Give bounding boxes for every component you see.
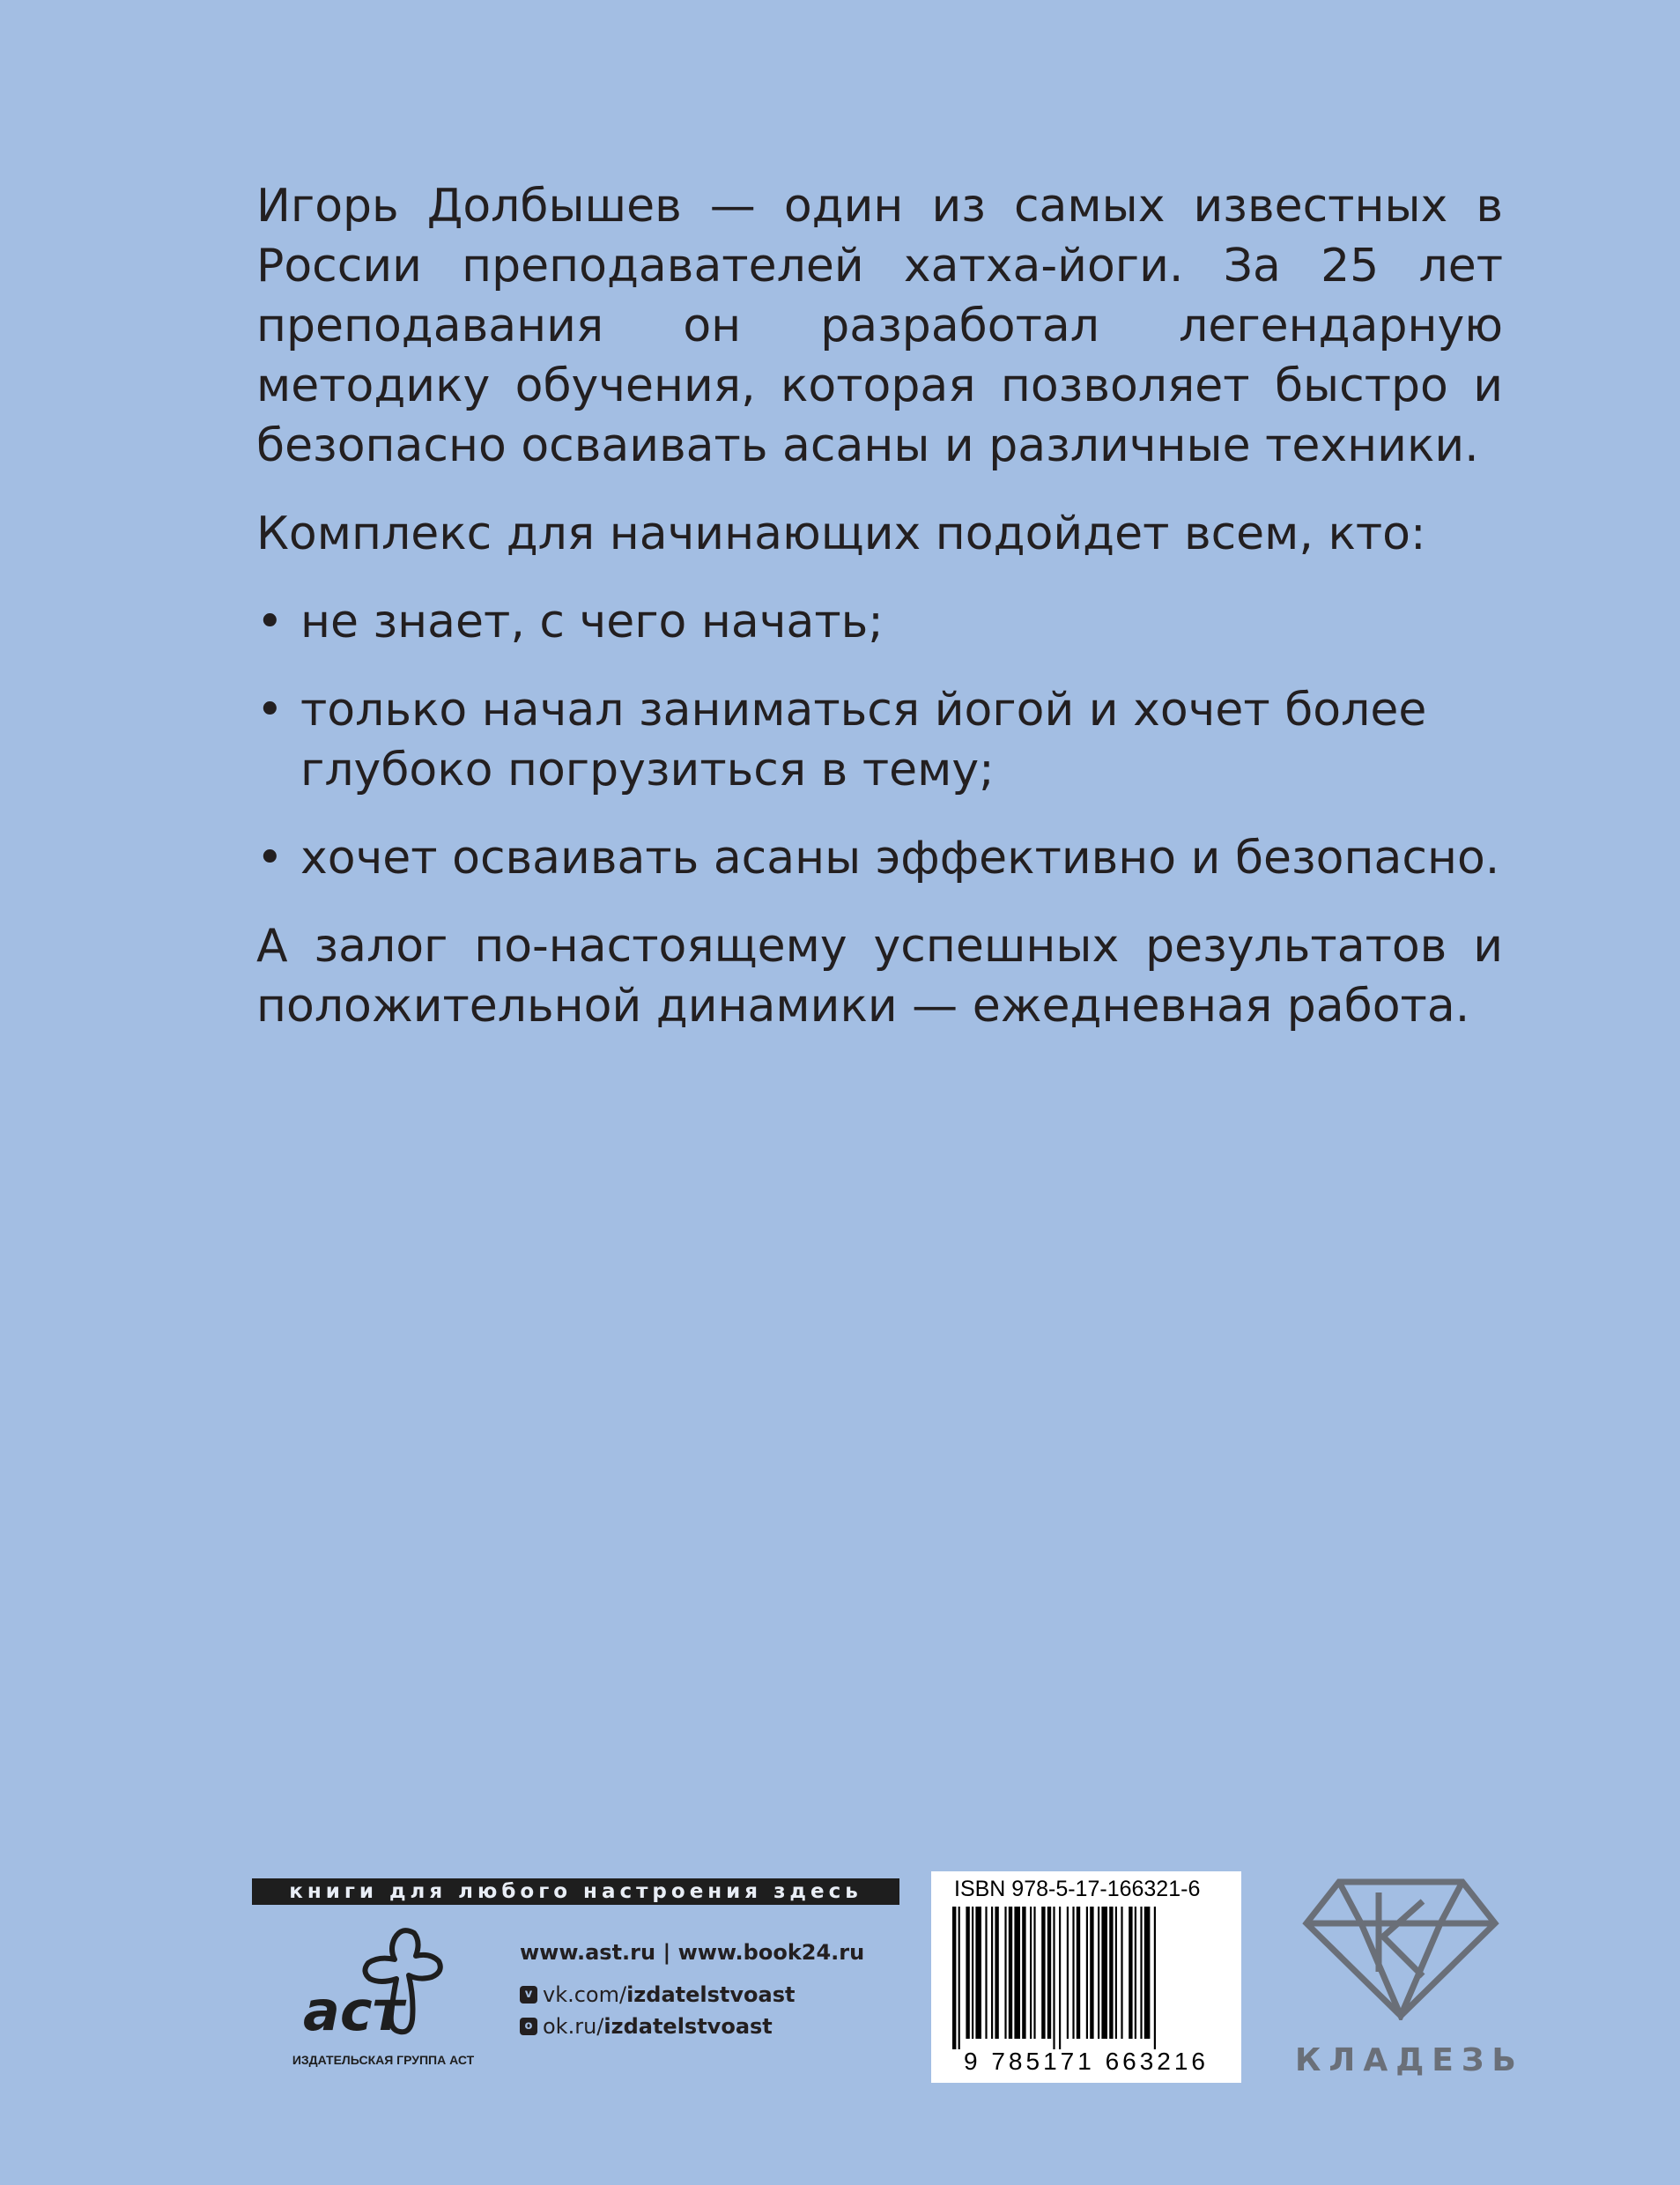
closing-paragraph: А залог по-настоящему успешных результатов и положительной динамики — ежедневная работа. bbox=[256, 920, 1503, 1033]
cover-text bbox=[256, 176, 1503, 1036]
ok-icon: o bbox=[520, 2018, 537, 2035]
ok-prefix: ok.ru/ bbox=[543, 2014, 604, 2039]
list-item-text: хочет осваивать асаны эффективно и безопасно. bbox=[300, 832, 1500, 885]
bullet-icon: • bbox=[256, 596, 284, 648]
barcode-icon bbox=[949, 1907, 1229, 2049]
ast-logo-text: аст bbox=[303, 1979, 404, 2043]
vk-link[interactable] bbox=[520, 1979, 864, 2011]
vk-icon: v bbox=[520, 1986, 537, 2004]
intro-paragraph: Игорь Долбышев — один из самых известных в России преподавателей хатха-йоги. За 25 лет преподавания он разработал легендарную методику обучения, которая позволяет быстро и безопасно осваивать асаны и различные техники. bbox=[256, 180, 1503, 472]
audience-lead: Комплекс для начинающих подойдет всем, кто: bbox=[256, 507, 1426, 560]
ast-caption: ИЗДАТЕЛЬСКАЯ ГРУППА АСТ bbox=[292, 2053, 475, 2067]
ok-link[interactable] bbox=[520, 2011, 864, 2042]
publisher-links bbox=[520, 1937, 864, 2042]
isbn-number: ISBN 978-5-17-166321-6 bbox=[954, 1877, 1201, 1901]
bullet-icon: • bbox=[256, 832, 284, 885]
vk-prefix: vk.com/ bbox=[543, 1982, 627, 2007]
bullet-icon: • bbox=[256, 684, 284, 737]
barcode-digits: 9 785171 663216 bbox=[964, 2048, 1209, 2075]
vk-handle: izdatelstvoast bbox=[626, 1982, 796, 2007]
ok-handle: izdatelstvoast bbox=[603, 2014, 773, 2039]
diamond-icon bbox=[1299, 1875, 1502, 2020]
tagline-banner: книги для любого настроения здесь bbox=[252, 1878, 899, 1905]
list-item-text: только начал заниматься йогой и хочет более глубоко погрузиться в тему; bbox=[300, 684, 1427, 796]
list-item bbox=[256, 592, 1503, 652]
list-item bbox=[256, 828, 1503, 888]
list-item-text: не знает, с чего начать; bbox=[300, 596, 884, 648]
isbn-barcode-block bbox=[931, 1871, 1241, 2083]
imprint-name: КЛАДЕЗЬ bbox=[1295, 2042, 1524, 2078]
list-item bbox=[256, 680, 1503, 800]
ast-logo bbox=[291, 1922, 476, 2055]
audience-list bbox=[256, 592, 1503, 888]
website-links[interactable]: www.ast.ru | www.book24.ru bbox=[520, 1940, 865, 1965]
